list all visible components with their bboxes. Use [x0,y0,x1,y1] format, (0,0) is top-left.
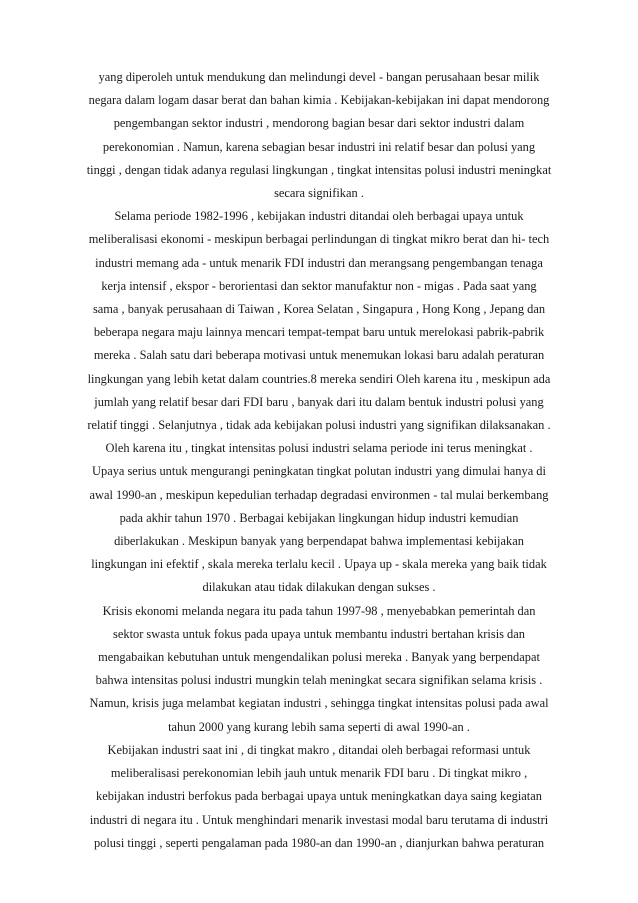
text-line: perekonomian . Namun, karena sebagian besar industri ini relatif besar dan polusi yang [102,139,536,154]
text-line: Kebijakan industri saat ini , di tingkat makro , ditandai oleh berbagai reformasi untuk [107,742,531,757]
text-line: Krisis ekonomi melanda negara itu pada tahun 1997-98 , menyebabkan pemerintah dan [102,603,536,618]
text-line: Namun, krisis juga melambat kegiatan industri , sehingga tingkat intensitas polusi pada awal [89,696,549,711]
text-line: relatif tinggi . Selanjutnya , tidak ada kebijakan polusi industri yang signifikan dilaksanakan . [87,418,551,433]
text-line: bahwa intensitas polusi industri mungkin telah meningkat secara signifikan selama krisis . [95,673,543,688]
text-line: secara signifikan . [274,186,364,201]
text-line: Upaya serius untuk mengurangi peningkatan tingkat polutan industri yang dimulai hanya di [92,464,546,479]
text-line: tinggi , dengan tidak adanya regulasi lingkungan , tingkat intensitas polusi industri meningkat [86,162,552,177]
text-line: yang diperoleh untuk mendukung dan melindungi devel - bangan perusahaan besar milik [98,70,540,84]
text-line: pengembangan sektor industri , mendorong bagian besar dari sektor industri dalam [113,116,525,131]
text-line: mengabaikan kebutuhan untuk mengendalikan polusi mereka . Banyak yang berpendapat [98,650,540,665]
text-line: sama , banyak perusahaan di Taiwan , Korea Selatan , Singapura , Hong Kong , Jepang dan [92,302,546,317]
text-line: lingkungan ini efektif , skala mereka terlalu kecil . Upaya up - skala mereka yang baik tidak [91,557,547,572]
text-line: Selama periode 1982-1996 , kebijakan industri ditandai oleh berbagai upaya untuk [114,209,524,224]
text-line: sektor swasta untuk fokus pada upaya untuk membantu industri bertahan krisis dan [113,626,525,641]
document-page [0,66,638,855]
text-line: negara dalam logam dasar berat dan bahan kimia . Kebijakan-kebijakan ini dapat mendorong [88,93,550,108]
text-line: dilakukan atau tidak dilakukan dengan sukses . [202,580,436,595]
text-line: beberapa negara maju lainnya mencari tempat-tempat baru untuk merelokasi pabrik-pabrik [93,325,545,340]
text-line: pada akhir tahun 1970 . Berbagai kebijakan lingkungan hidup industri kemudian [119,510,519,525]
text-line: Oleh karena itu , tingkat intensitas polusi industri selama periode ini terus meningkat . [105,441,533,456]
text-line: meliberalisasi ekonomi - meskipun berbagai perlindungan di tingkat mikro berat dan hi- tech [88,232,550,247]
text-line: awal 1990-an , meskipun kepedulian terhadap degradasi environmen - tal mulai berkembang [89,487,549,502]
text-line: industri di negara itu . Untuk menghindari menarik investasi modal baru terutama di industri [89,812,549,827]
text-line: tahun 2000 yang kurang lebih sama seperti di awal 1990-an . [168,719,470,734]
text-line: jumlah yang relatif besar dari FDI baru , banyak dari itu dalam bentuk industri polusi yang [94,394,544,409]
text-line: industri memang ada - untuk menarik FDI industri dan merangsang pengembangan tenaga [95,255,543,270]
text-line: mereka . Salah satu dari beberapa motivasi untuk menemukan lokasi baru adalah peraturan [93,348,545,363]
text-line: kebijakan industri berfokus pada berbagai upaya untuk meningkatkan daya saing kegiatan [96,789,542,804]
text-line: diberlakukan . Meskipun banyak yang berpendapat bahwa implementasi kebijakan [114,534,524,549]
text-line: polusi tinggi , seperti pengalaman pada 1980-an dan 1990-an , dianjurkan bahwa peraturan [93,835,545,850]
text-line: lingkungan yang lebih ketat dalam countries.8 mereka sendiri Oleh karena itu , meskipun ada [87,371,551,386]
text-line: meliberalisasi perekonomian lebih jauh untuk menarik FDI baru . Di tingkat mikro , [110,766,528,781]
text-line: kerja intensif , ekspor - berorientasi dan sektor manufaktur non - migas . Pada saat yang [101,278,537,293]
